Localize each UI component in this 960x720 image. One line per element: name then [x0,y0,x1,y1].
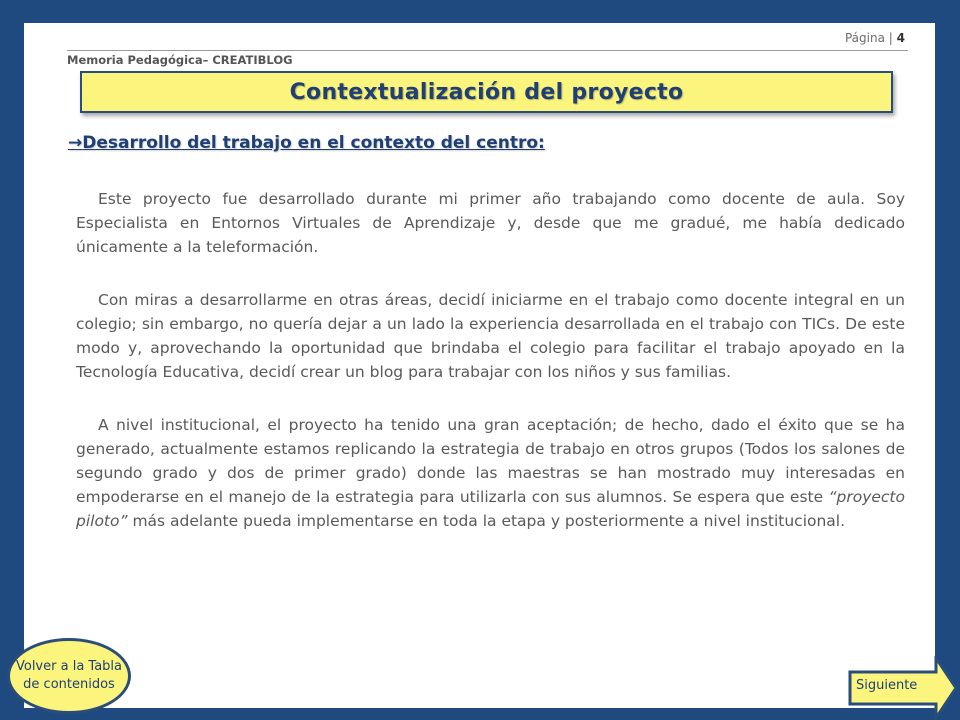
paragraph-2: Con miras a desarrollarme en otras áreas, decidí iniciarme en el trabajo como docente integral en un colegio; sin embargo, no quería dejar a un lado la experiencia desarrollada en el trabajo con TICs. De este modo y, aprovechando la oportunidad que brindaba el colegio para facilitar el trabajo apoyado en la Tecnología Educativa, decidí crear un blog para trabajar con los niños y sus familias. [76,291,905,381]
page-number-value: 4 [896,31,905,45]
header-divider [67,50,908,51]
section-heading-text: Desarrollo del trabajo en el contexto del centro: [82,133,545,153]
paragraph-3-part-b: más adelante pueda implementarse en toda la etapa y posteriormente a nivel institucional. [127,512,846,530]
document-header-title: Memoria Pedagógica– CREATIBLOG [67,53,293,67]
back-to-contents-label: Volver a la Tabla de contenidos [15,659,122,692]
arrow-icon: → [68,133,83,153]
section-heading [68,133,545,153]
page-number [845,31,905,45]
page-number-label: Página | [844,31,893,45]
next-button-label: Siguiente [856,678,918,693]
body-text [76,187,905,562]
paragraph-3-italic: “proyecto piloto” [76,488,905,530]
page-title: Contextualización del proyecto [289,79,684,105]
next-button[interactable] [848,656,958,720]
back-to-contents-button[interactable] [7,638,131,714]
document-page [24,23,935,708]
page-title-box [80,71,893,113]
paragraph-1: Este proyecto fue desarrollado durante mi primer año trabajando como docente de aula. Soy Especialista en Entornos Virtuales de Aprendizaje y, desde que me gradué, me había dedicado únicamente a la teleformación. [76,190,905,256]
paragraph-3-part-a: A nivel institucional, el proyecto ha tenido una gran aceptación; de hecho, dado el éxito que se ha generado, actualmente estamos replicando la estrategia de trabajo en otros grupos (Todos los salones de segundo grado y dos de primer grado) donde las maestras se han mostrado muy interesadas en empoderarse en el manejo de la estrategia para utilizarla con sus alumnos. Se espera que este [76,416,905,506]
paragraph-3 [76,413,905,533]
